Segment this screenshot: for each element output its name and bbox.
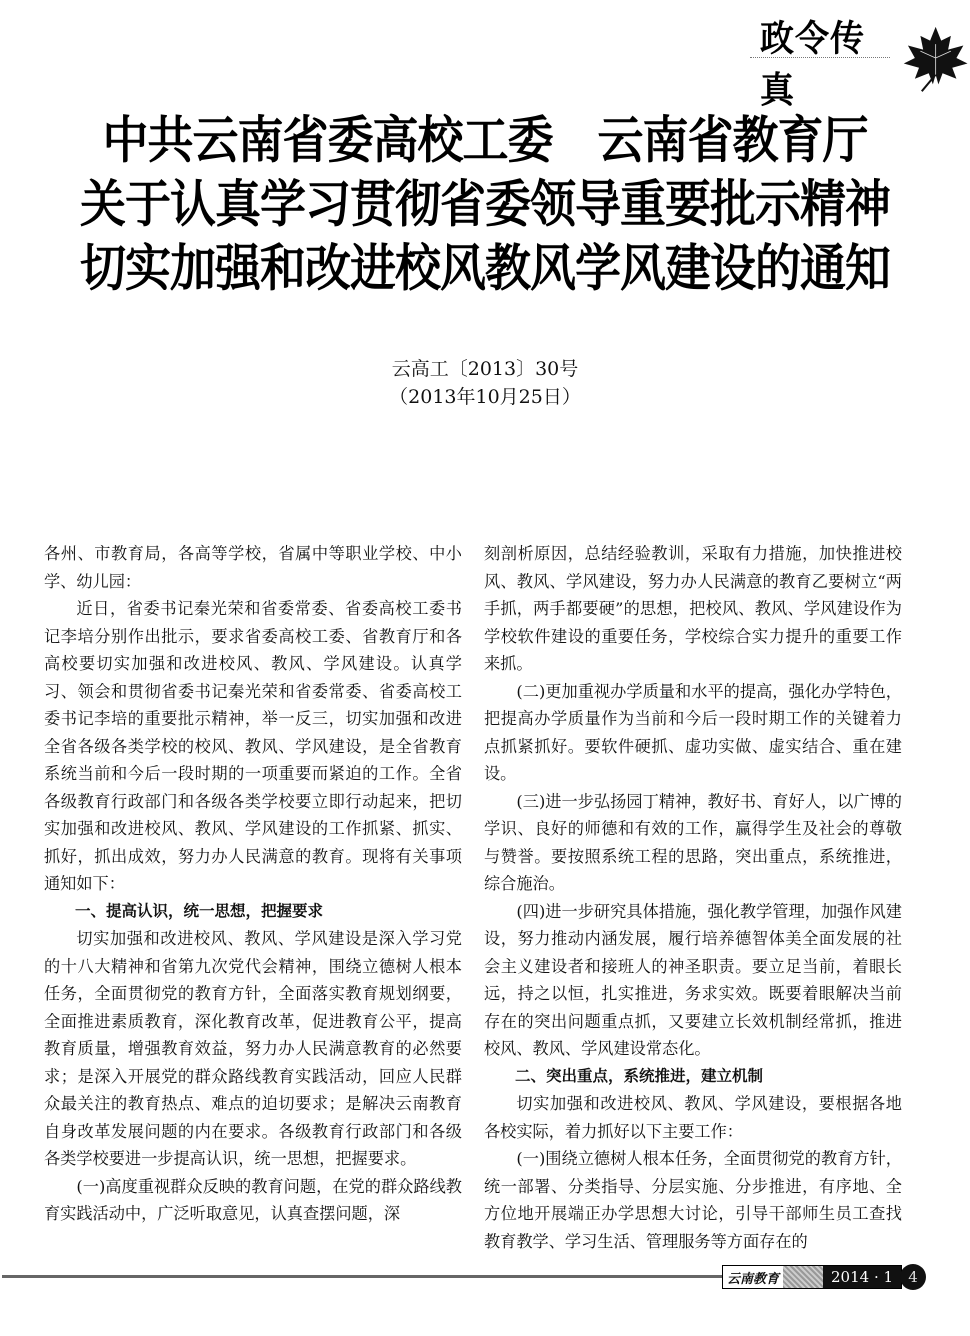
body-column-left <box>44 540 462 1228</box>
title-line: 中共云南省委高校工委 云南省教育厅 <box>102 110 868 170</box>
paragraph-continued: 刻剖析原因，总结经验教训，采取有力措施，加快推进校风、教风、学风建设，努力办人民满意的教育乙要树立“两手抓，两手都要硬”的思想，把校风、教风、学风建设作为学校软件建设的重要任务，学校综合实力提升的重要工作来抓。 <box>484 544 902 673</box>
salutation: 各州、市教育局，各高等学校，省属中等职业学校、中小学、幼儿园： <box>44 544 462 591</box>
paragraph: 切实加强和改进校风、教风、学风建设是深入学习党的十八大精神和省第九次党代会精神，围绕立德树人根本任务，全面贯彻党的教育方针，全面落实教育规划纲要，全面推进素质教育，深化教育改革，促进教育公平，提高教育质量，增强教育效益，努力办人民满意教育的必然要求；是深入开展党的群众路线教育实践活动，回应人民群众最关注的教育热点、难点的迫切要求；是解决云南教育自身改革发展问题的内在要求。各级教育行政部门和各级各类学校要进一步提高认识，统一思想，把握要求。 <box>44 929 462 1168</box>
column-tag <box>760 12 970 110</box>
magazine-name: 云南教育 <box>723 1266 783 1288</box>
footer-issue-box <box>722 1265 902 1289</box>
title-line: 关于认真学习贯彻省委领导重要批示精神 <box>80 174 890 234</box>
paragraph: (三)进一步弘扬园丁精神，教好书、育好人，以广博的学识、良好的师德和有效的工作，赢得学生及社会的尊敬与赞誉。要按照系统工程的思路，突出重点，系统推进，综合施治。 <box>484 791 902 893</box>
paragraph: (四)进一步研究具体措施，强化教学管理，加强作风建设，努力推动内涵发展，履行培养德智体美全面发展的社会主义建设者和接班人的神圣职责。要立足当前，着眼长远，持之以恒，扎实推进，务求实效。既要着眼解决当前存在的突出问题重点抓，又要建立长效机制经常抓，推进校风、教风、学风建设常态化。 <box>484 901 902 1058</box>
title-line: 切实加强和改进校风教风学风建设的通知 <box>80 238 890 298</box>
footer-pattern <box>783 1266 823 1288</box>
section-heading: 二、突出重点，系统推进，建立机制 <box>515 1066 764 1085</box>
document-title <box>50 108 920 300</box>
issue-number: 2014 · 1 <box>823 1266 901 1288</box>
paragraph: (一)高度重视群众反映的教育问题，在党的群众路线教育实践活动中，广泛听取意见，认真查摆问题，深 <box>44 1176 462 1223</box>
document-meta <box>0 355 970 411</box>
tag-divider <box>750 57 890 58</box>
body-column-right <box>484 540 902 1255</box>
page-number: 4 <box>900 1264 926 1290</box>
maple-leaf-icon <box>901 22 970 94</box>
paragraph: (一)围绕立德树人根本任务，全面贯彻党的教育方针，统一部署、分类指导、分层实施、分步推进，有序地、全方位地开展端正办学思想大讨论，引导干部师生员工查找教育教学、学习生活、管理服务等方面存在的 <box>484 1149 902 1251</box>
paragraph: 切实加强和改进校风、教风、学风建设，要根据各地各校实际，着力抓好以下主要工作： <box>484 1094 902 1141</box>
column-tag-label: 政令传真 <box>760 17 865 112</box>
document-date: （2013年10月25日） <box>389 386 581 408</box>
document-number: 云高工〔2013〕30号 <box>391 358 579 380</box>
paragraph: (二)更加重视办学质量和水平的提高，强化办学特色，把提高办学质量作为当前和今后一段时期工作的关键着力点抓紧抓好。要软件硬抓、虚功实做、虚实结合、重在建设。 <box>484 681 902 783</box>
section-heading: 一、提高认识，统一思想，把握要求 <box>75 901 324 920</box>
paragraph: 近日，省委书记秦光荣和省委常委、省委高校工委书记李培分别作出批示，要求省委高校工委、省教育厅和各高校要切实加强和改进校风、教风、学风建设。认真学习、领会和贯彻省委书记秦光荣和省委常委、省委高校工委书记李培的重要批示精神，举一反三，切实加强和改进全省各级各类学校的校风、教风、学风建设，是全省教育系统当前和今后一段时期的一项重要而紧迫的工作。全省各级教育行政部门和各级各类学校要立即行动起来，把切实加强和改进校风、教风、学风建设的工作抓紧、抓实、抓好，抓出成效，努力办人民满意的教育。现将有关事项通知如下： <box>44 599 462 893</box>
footer-divider <box>2 1275 722 1278</box>
